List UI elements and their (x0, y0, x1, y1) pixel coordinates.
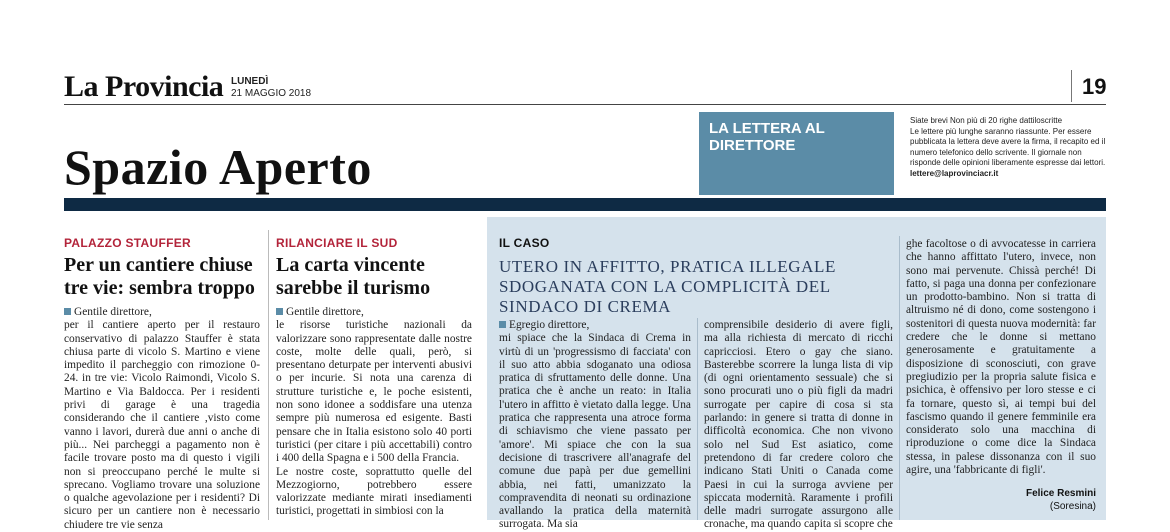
column-divider (697, 318, 698, 520)
letter-box-title: LA LETTERA AL DIRETTORE (709, 120, 825, 154)
column-divider (899, 236, 900, 520)
article-3-text-1: mi spiace che la Sindaca di Crema in virtù di un 'progressismo di facciata' con il suo atto abbia sdoganato una odiosa pratica di sfruttamento delle donne. Una pratica che è anche un reato: in Italia l'utero in affitto è vietato dalla legge. Una pratica che rappresenta una atroce forma di schiavismo che viene passato per 'amore'. Mi spiace che con la sua decisione di trascrivere all'anagrafe del comune due papà per due gemellini abbia, nei fatti, umanizzato la compravendita di neonati su ordinazione avallando la pratica della maternità surrogata. Ma sia (499, 332, 691, 531)
article-3-text-3: ghe facoltose o di avvocatesse in carriera che hanno affittato l'utero, invece, non sono mai pervenute. Chissà perché! Di fatto, si paga una donna per confezionare un prodotto-bambino. Non si tratta di altruismo né di dono, come sostengono i sostenitori di questa nuova modernità: far credere che le donne si mettano generosamente e gratuitamente a disposizione di sconosciuti, con grave pregiudizio per la propria salute fisica e psichica, è offensivo per loro stesse e ci fa tornare, questo sì, ai tempi bui del fascismo quando il genere femminile era considerato solo una macchina di riproduzione o come dice la Sindaca stessa, in palese dissonanza con il suo agire, una 'fabbricante di figli'. (906, 238, 1096, 477)
article-1-headline[interactable]: Per un cantiere chiuse tre vie: sembra troppo (64, 254, 255, 299)
page-number: 19 (1082, 74, 1107, 99)
article-2-kicker: RILANCIARE IL SUD (276, 236, 398, 250)
article-3-kicker: IL CASO (499, 236, 550, 250)
article-2-salutation: Gentile direttore, (276, 306, 472, 319)
letter-rules-line-1: Siate brevi Non più di 20 righe dattiloscritte (910, 116, 1063, 125)
letter-box (699, 112, 894, 195)
article-3-headline[interactable]: UTERO IN AFFITTO, PRATICA ILLEGALE SDOGANATA CON LA COMPLICITÀ DEL SINDACO DI CREMA (499, 257, 836, 316)
article-2-headline[interactable]: La carta vincente sarebbe il turismo (276, 254, 431, 299)
masthead-day: LUNEDÌ (231, 76, 269, 87)
article-2-text: le risorse turistiche nazionali da valorizzare sono rappresentate dalle nostre coste, molte delle quali, però, si presentano deturpate per interventi abusivi o per incurie. Si nota una carenza di strutture turistiche e, le poche esistenti, non sono idonee a soddisfare una utenza sempre più numerosa ed esigente. Basti pensare che in Italia esistono solo 40 porti turistici (per citare i più accettabili) contro i 400 della Spagna e i 500 della Francia. (276, 319, 472, 465)
newspaper-logo: La Provincia (64, 70, 224, 103)
article-3-column-3 (906, 238, 1096, 482)
article-1-kicker: PALAZZO STAUFFER (64, 236, 192, 250)
article-3-salutation: Egregio direttore, (499, 319, 691, 332)
masthead-date: 21 MAGGIO 2018 (231, 88, 312, 99)
article-2-body (276, 306, 472, 520)
letter-rules-line-2: Le lettere più lunghe saranno riassunte. Per essere pubblicata la lettera deve avere la firma, il recapito ed il numero telefonico dello scrivente. Il giornale non risponde delle opinioni liberamente espresse dai lettori. (910, 126, 1106, 168)
column-divider (268, 230, 269, 520)
article-3-column-2 (704, 319, 893, 531)
article-1-body (64, 306, 260, 531)
article-1-salutation: Gentile direttore, (64, 306, 260, 319)
article-3-signature-place: (Soresina) (1049, 501, 1096, 512)
letter-rules (910, 116, 1106, 180)
section-divider-bar (64, 198, 1106, 211)
page-number-divider (1071, 70, 1072, 102)
letter-email-link[interactable]: lettere@laprovinciacr.it (910, 168, 999, 178)
article-3-column-1 (499, 319, 691, 531)
article-2-text-2: Le nostre coste, soprattutto quelle del Mezzogiorno, potrebbero essere valorizzate mediante mirati insediamenti turistici, progettati in simbiosi con la (276, 465, 472, 518)
article-3-signature-name: Felice Resmini (1025, 488, 1096, 499)
section-title: Spazio Aperto (64, 139, 372, 195)
article-1-text: per il cantiere aperto per il restauro conservativo di palazzo Stauffer è stata chiusa parte di vicolo S. Martino e viene impedito il parcheggio con rimozione 0-24. in tre vie: Vicolo Raimondi, Vicolo S. Martino e Via Baldocca. Per i residenti privi di garage è una tragedia considerando che il cantiere ,visto come vanno i lavori, durerà due anni o anche di più... Nei parcheggi a pagamento non è facile trovare posto ma di questo i vigili non si preoccupano perché le multe si sprecano. Vogliamo trovare una soluzione o qualche agevolazione per i residenti? Di sicuro per un cantiere non è necessario chiudere tre vie senza (64, 319, 260, 531)
article-3-text-2: comprensibile desiderio di avere figli, ma alla richiesta di mercato di ricchi capricciosi. Etero o gay che siano. Basterebbe scorrere la lunga lista di vip (di ogni orientamento sessuale) che si sono procurati uno o più figli da madri surrogate per capire di cosa si sta parlando: in genere si tratta di donne in difficoltà economica. Che non vivono solo nel Sud Est asiatico, come pretendono di far credere coloro che indicano Stati Uniti o Canada come Paesi in cui la surroga avviene per spiccata modernità. Raramente i profili delle madri surrogate assurgono alle cronache, ma quando capita si scopre che (704, 319, 893, 531)
masthead-rule (64, 104, 1106, 105)
